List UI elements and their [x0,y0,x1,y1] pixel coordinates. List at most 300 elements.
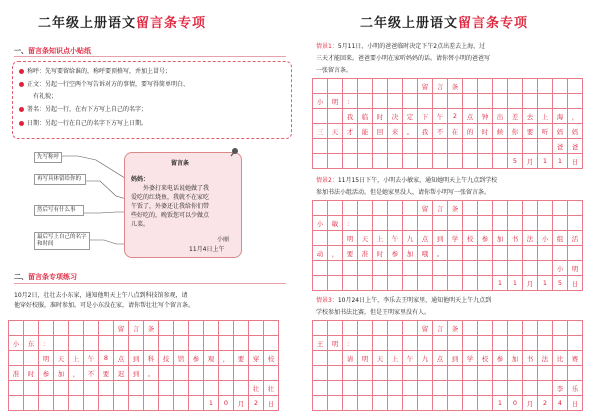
grid-cell [463,321,478,336]
grid-cell: 差 [508,109,523,124]
grid-cell: ： [343,216,358,231]
grid-cell: 到 [129,366,144,381]
grid-cell [373,396,388,411]
grid-cell [418,336,433,351]
grid-cell: 东 [24,336,39,351]
grid-cell [358,321,373,336]
grid-cell: 。 [403,124,418,139]
grid-cell [433,276,448,291]
grid-cell [373,321,388,336]
grid-cell: 科 [144,351,159,366]
situation3-grid [312,320,583,411]
grid-cell: 比 [553,351,568,366]
grid-cell [433,336,448,351]
grid-cell [463,216,478,231]
grid-cell [403,276,418,291]
grid-cell [463,246,478,261]
grid-cell [418,261,433,276]
grid-cell [493,366,508,381]
grid-cell: 组 [553,231,568,246]
grid-cell [478,201,493,216]
section1-title: 留言条知识点小贴纸 [28,47,91,55]
grid-cell: 下 [418,109,433,124]
grid-cell: 壮 [249,381,264,396]
grid-cell [538,336,553,351]
grid-cell: 李 [553,381,568,396]
grid-cell: ： [39,336,54,351]
grid-row [313,381,583,396]
grid-cell: 5 [553,276,568,291]
grid-cell [358,396,373,411]
grid-cell [388,366,403,381]
grid-row [9,336,279,351]
grid-cell [99,381,114,396]
grid-cell [403,336,418,351]
grid-cell [144,381,159,396]
note-line-5: 儿菜。 [131,221,150,228]
grid-cell [568,321,583,336]
grid-cell: 上 [538,109,553,124]
grid-cell: 0 [508,396,523,411]
grid-cell [264,336,279,351]
grid-cell: 8 [99,351,114,366]
grid-cell [418,366,433,381]
grid-cell: 出 [493,109,508,124]
example-note [124,152,242,258]
grid-cell [373,336,388,351]
grid-row [313,351,583,366]
grid-cell [463,381,478,396]
grid-cell [343,321,358,336]
situation3-line2: 学校参加书法比赛，但是王明家里没有人。 [316,309,431,316]
grid-cell: 妈 [553,124,568,139]
grid-cell [418,139,433,154]
grid-cell [174,396,189,411]
grid-cell [264,321,279,336]
grid-cell [493,216,508,231]
grid-cell [343,276,358,291]
grid-cell: 才 [343,124,358,139]
grid-cell: 条 [144,321,159,336]
label-signature: 最后写上自己的名字和时间 [34,232,90,250]
section2-title: 留言条专项练习 [28,273,77,281]
grid-cell [174,366,189,381]
grid-cell: 能 [358,124,373,139]
grid-cell [84,336,99,351]
grid-cell [204,336,219,351]
grid-cell [343,366,358,381]
situation2-line2: 参加书法小组活动。但是她家里没人，请你帮小明写一张留言条。 [316,189,491,196]
situation3-text-1: 10月24日上午，李乐去王明家里，通知他明天上午九点到 [337,297,492,304]
grid-cell: 留 [418,79,433,94]
grid-cell [219,336,234,351]
grid-cell: 九 [418,351,433,366]
grid-cell [523,381,538,396]
grid-cell [538,246,553,261]
grid-cell: 钟 [478,109,493,124]
grid-cell [174,381,189,396]
grid-cell [9,351,24,366]
grid-row [9,351,279,366]
grid-cell [493,201,508,216]
grid-cell: 准 [358,246,373,261]
grid-cell [538,139,553,154]
grid-cell: 动 [313,246,328,261]
grid-cell [159,396,174,411]
grid-row [313,109,583,124]
grid-row [9,366,279,381]
grid-cell [388,154,403,169]
grid-cell: 月 [523,396,538,411]
grid-cell: 哦 [418,246,433,261]
grid-cell [343,79,358,94]
grid-cell [39,381,54,396]
grid-cell: 小 [538,231,553,246]
grid-cell [418,216,433,231]
grid-cell [189,381,204,396]
grid-cell: 5 [508,154,523,169]
grid-row [313,154,583,169]
grid-cell [328,109,343,124]
grid-cell [403,94,418,109]
grid-cell [313,321,328,336]
grid-cell: 1 [204,396,219,411]
grid-cell: 书 [508,231,523,246]
grid-cell: 到 [448,351,463,366]
grid-cell: 候 [493,124,508,139]
connector-greeting [62,156,128,180]
grid-cell: 天 [373,351,388,366]
grid-cell: 明 [343,231,358,246]
grid-cell [39,321,54,336]
grid-cell: 学 [448,231,463,246]
grid-cell [69,396,84,411]
grid-cell: 馆 [174,351,189,366]
grid-cell [403,321,418,336]
grid-cell [568,246,583,261]
grid-cell [523,366,538,381]
grid-cell [84,321,99,336]
grid-cell: 书 [523,351,538,366]
grid-cell: 要 [234,351,249,366]
label-recipient: 再写具体留给你的 [34,174,86,185]
grid-cell [234,321,249,336]
tip-text-5: 日期：另起一行在自己的名字下方写上日期。 [27,120,148,127]
grid-cell [493,139,508,154]
grid-cell: 日 [568,154,583,169]
grid-cell: ： [343,94,358,109]
left-title-black: 二年级上册语文 [38,16,137,31]
grid-cell [493,321,508,336]
grid-cell: 海 [553,109,568,124]
tip-text-4: 署名：另起一行，在右下方写上自己的名字； [27,106,148,113]
grid-cell: 天 [328,124,343,139]
grid-cell: 去 [523,109,538,124]
grid-cell: 1 [538,154,553,169]
grid-cell [508,216,523,231]
grid-cell [493,154,508,169]
grid-cell: 参 [493,351,508,366]
grid-cell [114,381,129,396]
grid-cell [328,351,343,366]
grid-cell: 到 [433,231,448,246]
grid-cell: 2 [249,396,264,411]
grid-cell [388,261,403,276]
grid-cell [84,381,99,396]
grid-cell: 法 [523,231,538,246]
grid-cell: 条 [448,79,463,94]
left-title-red: 留言条专项 [136,16,207,31]
grid-cell [508,261,523,276]
grid-cell [433,94,448,109]
grid-cell [418,276,433,291]
grid-cell [433,261,448,276]
grid-table [8,320,279,411]
grid-cell: 准 [9,366,24,381]
label-greeting: 先写称呼 [34,152,62,163]
grid-cell [264,366,279,381]
situation1-grid [312,78,583,169]
grid-cell [358,381,373,396]
right-title-black: 二年级上册语文 [360,16,459,31]
grid-cell [54,381,69,396]
grid-cell: 观 [204,351,219,366]
grid-cell [493,381,508,396]
grid-cell: 要 [99,366,114,381]
grid-cell: 上 [373,231,388,246]
grid-cell [433,139,448,154]
tip-text-3: 有礼貌； [33,93,58,100]
grid-cell [403,381,418,396]
grid-cell: 小 [9,336,24,351]
grid-cell [448,261,463,276]
situation1-line2: 三天才能回来。爸爸要小明在家听妈妈的话。请你替小明的爸爸写 [316,55,491,62]
grid-cell: 王 [313,336,328,351]
grid-table [312,78,583,169]
grid-row [9,321,279,336]
grid-cell [234,336,249,351]
grid-cell [144,336,159,351]
note-date: 11月4日上午 [189,246,225,253]
grid-row [313,79,583,94]
grid-cell [328,79,343,94]
grid-cell: 临 [358,109,373,124]
grid-cell [538,366,553,381]
grid-cell [373,94,388,109]
grid-cell: 乐 [568,381,583,396]
grid-cell: 学 [463,351,478,366]
grid-cell [463,201,478,216]
grid-cell [328,139,343,154]
grid-cell [373,366,388,381]
grid-cell [328,321,343,336]
grid-cell [388,94,403,109]
grid-cell [234,366,249,381]
grid-cell: 法 [538,351,553,366]
grid-cell [159,321,174,336]
grid-cell: 不 [84,366,99,381]
grid-cell [538,216,553,231]
grid-cell [508,336,523,351]
situation2-text-1: 11月15日下午，小明去小敏家，通知她明天上午九点到学校 [337,177,498,184]
grid-cell [463,396,478,411]
grid-cell: 上 [69,351,84,366]
grid-cell [174,321,189,336]
grid-cell: 午 [403,351,418,366]
note-signer: 小丽 [217,236,230,243]
grid-cell: 言 [129,321,144,336]
grid-cell [493,94,508,109]
grid-cell [478,381,493,396]
grid-cell [553,321,568,336]
grid-cell: ， [328,246,343,261]
grid-cell: 敏 [328,216,343,231]
grid-cell [553,94,568,109]
grid-cell [478,216,493,231]
grid-cell [189,321,204,336]
grid-cell: 天 [358,231,373,246]
grid-cell [448,246,463,261]
grid-cell [418,381,433,396]
grid-cell [538,94,553,109]
grid-cell [568,216,583,231]
grid-cell: 明 [328,94,343,109]
grid-cell [418,154,433,169]
grid-cell [448,381,463,396]
grid-cell: 参 [478,231,493,246]
grid-cell [493,261,508,276]
grid-cell [328,201,343,216]
grid-row [313,139,583,154]
grid-cell [358,261,373,276]
grid-cell: 加 [54,366,69,381]
grid-cell [388,216,403,231]
grid-row [313,276,583,291]
note-line-4: 些好吃的，晚饭您可以少做点 [131,212,210,219]
right-page-title [360,12,528,31]
grid-cell [144,396,159,411]
grid-row [313,396,583,411]
situation1-line3: 一张留言条。 [316,67,353,74]
grid-cell [358,336,373,351]
grid-cell: 来 [388,124,403,139]
grid-cell [478,94,493,109]
grid-cell [523,139,538,154]
grid-cell: 点 [418,231,433,246]
note-line-3: 午饭了，外婆还让我给你们带 [131,203,210,210]
grid-cell [463,139,478,154]
grid-row [313,201,583,216]
exercise-text-1: 10月2日，壮壮去小东家，通知他明天上午八点到科技馆参观，请 [14,292,188,299]
grid-cell: 加 [508,351,523,366]
grid-row [9,381,279,396]
grid-cell [553,246,568,261]
grid-cell [313,381,328,396]
grid-cell: 到 [129,351,144,366]
grid-cell: 加 [403,246,418,261]
grid-cell: 2 [538,396,553,411]
grid-cell: 回 [373,124,388,139]
grid-cell [433,366,448,381]
grid-cell [219,381,234,396]
grid-cell: ， [568,109,583,124]
grid-cell [403,201,418,216]
grid-cell: 月 [523,276,538,291]
grid-cell [478,336,493,351]
grid-cell [9,396,24,411]
grid-cell [373,139,388,154]
grid-table [312,320,583,411]
grid-cell [313,276,328,291]
grid-cell [478,246,493,261]
grid-cell [219,366,234,381]
grid-cell [9,321,24,336]
grid-cell: 要 [523,124,538,139]
grid-cell: 小 [313,94,328,109]
grid-cell [343,201,358,216]
grid-cell: 午 [84,351,99,366]
grid-cell: 九 [403,231,418,246]
grid-cell [328,231,343,246]
grid-cell [313,79,328,94]
grid-cell: 时 [478,124,493,139]
grid-cell [343,154,358,169]
grid-cell: 要 [343,246,358,261]
grid-cell: 日 [568,396,583,411]
grid-cell [478,321,493,336]
grid-cell [433,396,448,411]
situation3-label: 情景3： [316,297,338,304]
grid-cell: 午 [433,109,448,124]
grid-cell [433,216,448,231]
grid-cell [249,336,264,351]
section1-num: 一、 [14,47,28,55]
grid-cell [388,79,403,94]
grid-cell [523,79,538,94]
situation2-line1 [316,176,497,186]
grid-cell [553,366,568,381]
grid-cell [54,396,69,411]
grid-cell [373,276,388,291]
situation3-line1 [316,296,491,306]
grid-cell: 条 [448,321,463,336]
grid-cell [463,366,478,381]
grid-cell: 月 [523,154,538,169]
grid-cell [418,396,433,411]
note-greeting: 妈妈： [131,176,150,183]
grid-cell [343,381,358,396]
grid-cell: 1 [493,276,508,291]
grid-cell [388,396,403,411]
grid-cell: 午 [388,231,403,246]
tip-text-2: 正文：另起一行空两个写告诉对方的事情，要写得简单明白、 [27,81,190,88]
grid-cell [508,246,523,261]
grid-cell: 穿 [249,351,264,366]
grid-cell: 月 [234,396,249,411]
grid-cell: 参 [388,246,403,261]
grid-cell [538,201,553,216]
grid-cell: 赛 [568,351,583,366]
grid-cell [114,336,129,351]
grid-cell [508,321,523,336]
grid-cell: 1 [508,276,523,291]
grid-cell [478,396,493,411]
grid-cell [313,366,328,381]
grid-cell: 1 [553,154,568,169]
grid-cell: 时 [24,366,39,381]
grid-cell [249,321,264,336]
note-heading: 留言条 [171,160,190,167]
